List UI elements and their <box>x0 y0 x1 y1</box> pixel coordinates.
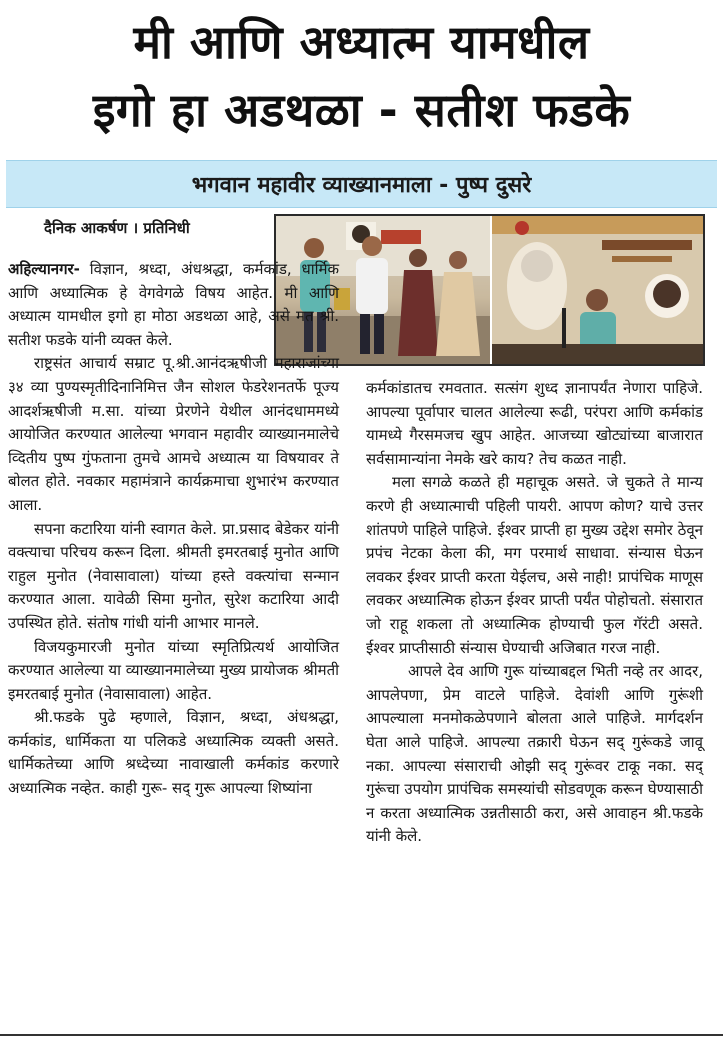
headline-line-2: इगो हा अडथळा - सतीश फडके <box>92 83 631 137</box>
headline-line-1: मी आणि अध्यात्म यामधील <box>133 15 590 69</box>
paragraph: सपना कटारिया यांनी स्वागत केले. प्रा.प्रसाद बेडेकर यांनी वक्त्याचा परिचय करून दिला. श्रीमती इमरतबाई मुनोत आणि राहुल मुनोत (नेवासावाला) यांच्या हस्ते वक्त्यांचा सन्मान करण्यात आला. यावेळी सिमा मुनोत, सुरेश कटारिया आदी उपस्थित होते. संतोष गांधी यांनी आभार मानले. <box>8 519 339 632</box>
paragraph: विजयकुमारजी मुनोत यांच्या स्मृतिप्रित्यर्थ आयोजित करण्यात आलेल्या या व्याख्यानमालेच्या मुख्य प्रायोजक श्रीमती इमरतबाई मुनोत (नेवासावाला) आहेत. <box>8 637 340 703</box>
article-column-1 <box>8 258 339 801</box>
speaker-lecture-photo <box>492 216 703 364</box>
subheadline: भगवान महावीर व्याख्यानमाला - पुष्प दुसरे <box>191 173 532 198</box>
paragraph-text: विज्ञान, श्रध्दा, अंधश्रद्धा, कर्मकांड, धार्मिक आणि अध्यात्मिक हे वेगवेगळे विषय आहेत. मी आणि अध्यात्म यामधील इगो हा मोठा अडथळा आहे, असे मत श्री. सतीश फडके यांनी व्यक्त केले. <box>8 260 339 349</box>
bottom-rule <box>0 1034 723 1036</box>
paragraph: कर्मकांडातच रमवतात. सत्संग शुध्द ज्ञानापर्यंत नेणारा पाहिजे. आपल्या पूर्वापार चालत आलेल्या रूढी, परंपरा आणि कर्मकांड यामध्ये गैरसमजच खुप आहेत. आजच्या खोट्यांच्या बाजारात सर्वसामान्यांना नेमके खरे काय? तेच कळत नाही. <box>366 379 703 468</box>
article-column-2 <box>366 377 703 849</box>
paragraph: राष्ट्रसंत आचार्य सम्राट पू.श्री.आनंदऋषीजी महाराजांच्या ३४ व्या पुण्यस्मृतीदिनानिमित्त जैन सोशल फेडरेशनतर्फे पूज्य आदर्शऋषीजी म.सा. यांच्या प्रेरणेने येथील आनंदधाममध्ये आयोजित करण्यात आलेल्या भगवान महावीर व्याख्यानमालेचे व्दितीय पुष्प गुंफताना तुमचे आमचे अध्यात्म या विषयावर ते बोलत होते. नवकार महामंत्राने कार्यक्रमाचा शुभारंभ करण्यात आला. <box>8 354 339 514</box>
dateline-place: अहिल्यानगर- <box>8 260 80 278</box>
paragraph <box>8 258 339 352</box>
byline: दैनिक आकर्षण । प्रतिनिधी <box>44 219 190 237</box>
subheadline-band <box>6 160 717 208</box>
paragraph: मला सगळे कळते ही महाचूक असते. जे चुकते ते मान्य करणे ही अध्यात्माची पहिली पायरी. आपण कोण? याचे उत्तर शांतपणे पाहिले पाहिजे. ईश्वर प्राप्ती हा मुख्य उद्देश समोर ठेवून प्रपंच नेटका केला की, मग परमार्थ साधावा. संन्यास घेऊन लवकर ईश्वर प्राप्ती करता येईलच, असे नाही! प्रापंचिक माणूस लवकर अध्यात्मिक होऊन ईश्वर प्राप्ती पर्यंत पोहोचतो. संसारात जो राहू शकला तो अध्यात्मिक होण्याची फुल गॅरंटी असते. ईश्वर प्राप्तीसाठी संन्यास घेण्याची अजिबात गरज नाही. <box>366 473 703 657</box>
paragraph: आपले देव आणि गुरू यांच्याबद्दल भिती नव्हे तर आदर, आपलेपणा, प्रेम वाटले पाहिजे. देवांशी आणि गुरूंशी आपल्याला मनमोकळेपणाने बोलता आले पाहिजे. मार्गदर्शन घेता आले पाहिजे. आपल्या तक्रारी घेऊन सद् गुरूंकडे जावू नका. आपल्या संसाराची ओझी सद् गुरूंवर टाकू नका. सद् गुरूंचा उपयोग प्रापंचिक समस्यांची सोडवणूक करून घेण्यासाठी न करता अध्यात्मिक उन्नतीसाठी करा, असे आवाहन श्री.फडके यांनी केले. <box>366 662 703 846</box>
paragraph: श्री.फडके पुढे म्हणाले, विज्ञान, श्रध्दा, अंधश्रद्धा, कर्मकांड, धार्मिकता या पलिकडे अध्यात्मिक व्यक्ती असते. धार्मिकतेच्या आणि श्रध्देच्या नावाखाली कर्मकांड करणारे अध्यात्मिक नव्हेत. काही गुरू- सद् गुरू आपल्या शिष्यांना <box>8 708 339 798</box>
speaker-lecture-photo-graphic <box>492 216 703 364</box>
